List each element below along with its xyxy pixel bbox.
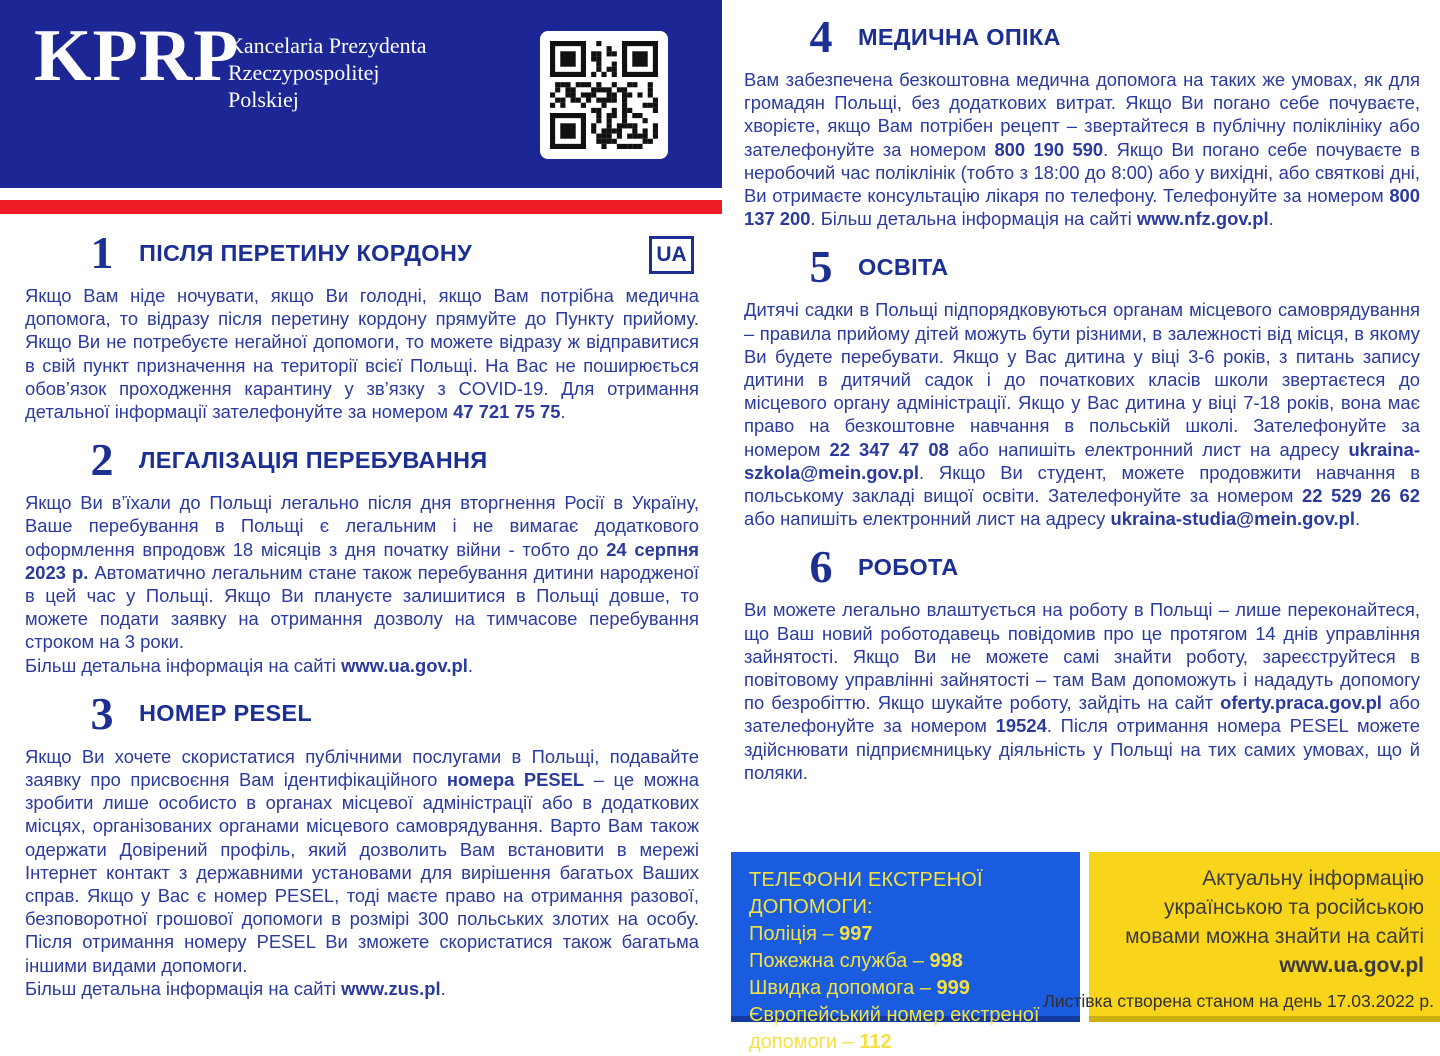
emergency-line-ambulance: Швидка допомога – 999 [749, 977, 970, 999]
section-body: Якщо Ви хочете скористатися публічними послугами в Польщі, подавайте заявку про присвоєння Вам ідентифікаційного номера PESEL – це можна зробити лише особисто в органах місцевої адміністрації або в додаткових місцях, організованих органами місцевого самоврядування. Варто Вам також одержати Довірений профіль, який дозволить Вам встановити в мережі Інтернет контакт з державними установами для вирішення багатьох Ваших справ. Якщо у Вас є номер PESEL, тоді маєте право на отримання разової, безповоротної грошової допомоги в розмірі 300 польських злотих на особу. Після отримання номеру PESEL Ви зможете скористатися також багатьма іншими видами допомоги. Більш детальна інформація на сайті www.zus.pl. [25, 745, 699, 999]
section-body: Дитячі садки в Польщі підпорядковуються органам місцевого самоврядування – правила прийому дітей можуть бути різними, в залежності від місця, в якому Ви будете перебувати. Якщо у Вас дитина у віці 3-6 років, з питань запису дитини в дитячий садок і до початкових класів школи звертаєтеся до місцевого органу адміністрації. Якщо у Вас дитина у віці 7-18 років, вона має право на безкоштовне навчання в польській школі. Зателефонуйте за номером 22 347 47 08 або напишіть електронний лист на адресу ukraina-szkola@mein.gov.pl. Якщо Ви студент, можете продовжити навчання в польському закладі вищої освіти. Зателефонуйте за номером 22 529 26 62 або напишіть електронний лист на адресу ukraina-studia@mein.gov.pl. [744, 299, 1420, 530]
section-number: 1 [90, 227, 114, 278]
section-title: РОБОТА [858, 553, 959, 580]
section-number: 5 [809, 241, 833, 293]
section-title: НОМЕР PESEL [139, 700, 313, 727]
organization-name [228, 32, 427, 113]
section-number: 3 [90, 687, 114, 739]
leaflet-date-note: Листівка створена станом на день 17.03.2022 р. [1043, 991, 1434, 1011]
info-text: Актуальну інформацію українською та російською мовами можна знайти на сайті www.ua.gov.pl [1125, 867, 1424, 977]
section-2-legalization [25, 434, 699, 677]
emergency-line-eu-112: Європейський номер екстреної допомоги – 112 [749, 1004, 1040, 1053]
emergency-title: ТЕЛЕФОНИ ЕКСТРЕНОЇ ДОПОМОГИ: [749, 869, 983, 918]
emergency-line-police: Поліція – 997 [749, 923, 873, 945]
emergency-phones-box [731, 852, 1080, 1053]
section-1-border-crossing [25, 227, 699, 423]
section-heading [25, 227, 699, 278]
section-title: ПІСЛЯ ПЕРЕТИНУ КОРДОНУ [139, 239, 473, 266]
section-heading [744, 11, 1420, 62]
section-number: 2 [90, 434, 114, 486]
section-3-pesel-number [25, 687, 699, 1000]
emergency-line-fire: Пожежна служба – 998 [749, 950, 963, 972]
org-line: Rzeczypospolitej [228, 60, 380, 85]
section-body: Ви можете легально влаштується на роботу в Польщі – лише переконайтеся, що Ваш новий роботодавець повідомив про це протягом 14 днів управління зайнятості. Якщо Ви не можете самі знайти роботу, зареєструйтеся в повітовому управлінні зайнятості – там Вам допоможуть і нададуть допомогу по безробіттю. Якщо шукайте роботу, зайдіть на сайт oferty.praca.gov.pl або зателефонуйте за номером 19524. Після отримання номера PESEL можете здійснювати підприємницьку діяльність у Польщі на тих самих умовах, що й поляки. [744, 599, 1420, 783]
section-number: 4 [809, 11, 833, 62]
section-heading [25, 687, 699, 739]
qr-code-image [550, 41, 658, 149]
red-flag-stripe [0, 200, 722, 214]
section-4-medical-care [744, 11, 1420, 230]
section-body: Вам забезпечена безкоштовна медична допомога на таких же умовах, як для громадян Польщі, без додаткових витрат. Якщо Ви погано себе почуваєте, хворієте, якщо Вам потрібен рецепт – звертайтеся в публічну поліклініку або зателефонуйте за номером 800 190 590. Якщо Ви погано себе почуваєте в неробочий час поліклінік (тобто з 18:00 до 8:00) або у вихідні, або святкові дні, Ви отримаєте консультацію лікаря по телефону. Телефонуйте за номером 800 137 200. Більш детальна інформація на сайті www.nfz.gov.pl. [744, 69, 1420, 230]
section-number: 6 [809, 541, 833, 593]
org-line: Kancelaria Prezydenta [228, 33, 427, 58]
section-6-work [744, 541, 1420, 784]
section-body: Якщо Вам ніде ночувати, якщо Ви голодні, якщо Вам потрібна медична допомога, то відразу після перетину кордону прямуйте до Пункту прийому. Якщо Ви не потребуєте негайної допомоги, то можете відразу ж відправитися в свій пункт призначення на території всієї Польщі. На Вас не поширюється обов’язок проходження карантину у зв’язку з COVID-19. Для отримання детальної інформації зателефонуйте за номером 47 721 75 75. [25, 285, 699, 423]
section-body: Якщо Ви в’їхали до Польщі легально після дня вторгнення Росії в Україну, Ваше перебування в Польщі є легальним і не вимагає додаткового оформлення впродовж 18 місяців з дня початку війни - тобто до 24 серпня 2023 р. Автоматично легальним стане також перебування дитини народженої в цей час у Польщі. Якщо Ви плануєте залишитися в Польщі довше, то можете подати заявку на отримання дозволу на тимчасове перебування строком на 3 роки. Більш детальна інформація на сайті www.ua.gov.pl. [25, 492, 699, 676]
language-badge-ua: UA [649, 236, 694, 274]
section-title: ОСВІТА [858, 253, 949, 280]
section-heading [744, 241, 1420, 293]
kprp-logo: KPRP [34, 15, 240, 97]
section-5-education [744, 241, 1420, 530]
section-heading [744, 541, 1420, 593]
section-heading [25, 434, 699, 486]
org-line: Polskiej [228, 87, 299, 112]
right-column [744, 11, 1420, 784]
info-website-box [1043, 852, 1440, 1022]
header-banner [0, 0, 722, 188]
section-title: ЛЕГАЛІЗАЦІЯ ПЕРЕБУВАННЯ [139, 446, 488, 473]
qr-code [540, 31, 668, 159]
section-title: МЕДИЧНА ОПІКА [858, 23, 1061, 50]
left-column [25, 227, 699, 1000]
